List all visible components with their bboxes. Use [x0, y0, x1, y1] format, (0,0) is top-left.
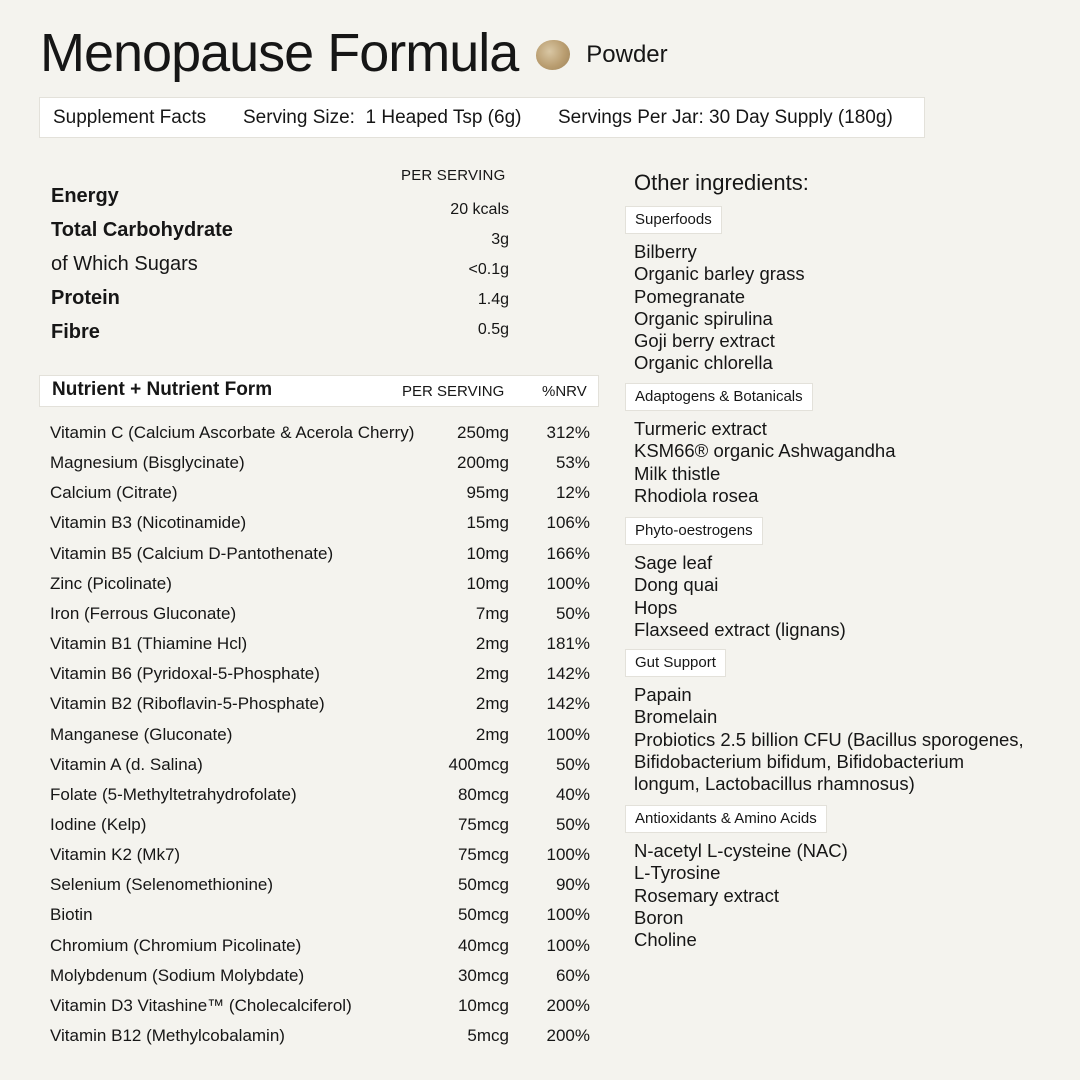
fibre-value: 0.5g: [477, 321, 509, 338]
nutrient-row: [0, 513, 600, 543]
protein-value: 1.4g: [477, 291, 509, 308]
servings-per-jar: Servings Per Jar: 30 Day Supply (180g): [558, 106, 893, 128]
nutrient-name: Vitamin A (d. Salina): [50, 754, 203, 774]
nutrient-row: [0, 1026, 600, 1056]
nutrient-name: Manganese (Gluconate): [50, 724, 233, 744]
ingredient-item: Bromelain: [634, 706, 718, 728]
category-label: Gut Support: [625, 649, 726, 677]
ingredient-item: longum, Lactobacillus rhamnosus): [634, 773, 915, 795]
nutrient-nrv: 100%: [546, 905, 590, 925]
nutrient-amount: 2mg: [475, 634, 509, 654]
other-ingredients-title: Other ingredients:: [634, 170, 809, 195]
ingredient-item: Rosemary extract: [634, 884, 779, 906]
nutrient-name: Vitamin K2 (Mk7): [50, 845, 181, 865]
nutrient-nrv: 106%: [546, 513, 590, 533]
nutrient-row: [0, 875, 600, 905]
nutrient-nrv: 142%: [546, 694, 590, 714]
product-title: Menopause Formula: [40, 23, 519, 83]
nutrient-name: Vitamin B6 (Pyridoxal-5-Phosphate): [50, 664, 320, 684]
nutrient-name: Molybdenum (Sodium Molybdate): [50, 965, 305, 985]
ingredient-item: N-acetyl L-cysteine (NAC): [634, 840, 848, 861]
nutrient-nrv: 312%: [546, 423, 590, 442]
nutrient-nrv: 100%: [546, 573, 590, 593]
nutrient-name: Vitamin B12 (Methylcobalamin): [50, 1026, 285, 1045]
supplement-facts-label: Supplement Facts: [53, 106, 207, 128]
ingredient-item: Milk thistle: [634, 462, 721, 484]
nutrient-row: [0, 725, 600, 755]
nutrient-nrv: 181%: [546, 634, 590, 654]
nutrient-amount: 2mg: [475, 724, 509, 744]
nutrient-nrv: 200%: [546, 995, 590, 1015]
nutrient-name: Vitamin B1 (Thiamine Hcl): [50, 634, 248, 654]
powder-icon: [536, 40, 570, 70]
ingredient-item: KSM66® organic Ashwagandha: [634, 440, 896, 462]
nutrient-amount: 2mg: [475, 664, 509, 684]
serving-size: Serving Size: 1 Heaped Tsp (6g): [243, 106, 522, 128]
nutrient-amount: 2mg: [475, 694, 509, 714]
category-label: Phyto-oestrogens: [625, 517, 763, 545]
nutrient-name: Zinc (Picolinate): [50, 573, 172, 593]
nutrient-nrv: 60%: [555, 965, 590, 985]
category-label: Superfoods: [625, 206, 722, 234]
ingredient-item: Probiotics 2.5 billion CFU (Bacillus sporogenes,: [634, 728, 1024, 750]
ingredient-list: [634, 418, 1054, 507]
ingredient-list: [634, 241, 1054, 375]
category-label: Antioxidants & Amino Acids: [625, 805, 827, 833]
ingredient-item: Goji berry extract: [634, 330, 775, 352]
ingredient-list: [634, 684, 1054, 795]
nutrient-row: [0, 905, 600, 935]
nutrient-amount: 10mcg: [457, 995, 509, 1015]
nutrient-nrv: 50%: [555, 814, 590, 834]
ingredient-item: Dong quai: [634, 574, 719, 596]
carbohydrate-value: 3g: [491, 231, 509, 248]
nutrient-amount: 200mg: [457, 453, 509, 473]
ingredient-item: Sage leaf: [634, 552, 713, 573]
ingredient-item: Organic chlorella: [634, 352, 773, 374]
nutrient-name: Iodine (Kelp): [50, 814, 147, 834]
nutrient-nrv: 53%: [555, 453, 590, 473]
sugars-value: <0.1g: [468, 261, 509, 278]
nutrient-name: Vitamin B2 (Riboflavin-5-Phosphate): [50, 694, 325, 714]
format-label: Powder: [586, 41, 668, 68]
nutrient-column-header: Nutrient + Nutrient Form: [52, 379, 273, 400]
nutrient-row: [0, 544, 600, 574]
ingredient-item: L-Tyrosine: [634, 862, 721, 884]
nrv-column-header: %NRV: [542, 383, 587, 400]
category-label: Adaptogens & Botanicals: [625, 383, 813, 411]
nutrient-name: Chromium (Chromium Picolinate): [50, 935, 302, 955]
nutrient-row: [0, 936, 600, 966]
nutrient-name: Calcium (Citrate): [50, 483, 178, 503]
nutrient-row: [0, 483, 600, 513]
nutrient-nrv: 40%: [555, 784, 590, 804]
nutrient-name: Vitamin C (Calcium Ascorbate & Acerola Cherry): [50, 423, 415, 442]
nutrient-amount: 50mcg: [457, 875, 509, 895]
sugars-label: of Which Sugars: [51, 253, 198, 275]
energy-value: 20 kcals: [450, 201, 509, 218]
protein-label: Protein: [51, 287, 120, 309]
ingredient-item: Flaxseed extract (lignans): [634, 618, 846, 640]
nutrient-nrv: 50%: [555, 754, 590, 774]
nutrient-amount: 400mcg: [448, 754, 509, 774]
nutrient-name: Biotin: [50, 905, 93, 925]
nutrient-amount: 80mcg: [457, 784, 509, 804]
nutrient-nrv: 90%: [555, 875, 590, 895]
nutrient-name: Vitamin D3 Vitashine™ (Cholecalciferol): [50, 995, 352, 1015]
ingredient-list: [634, 552, 1054, 641]
nutrient-amount: 75mcg: [457, 845, 509, 865]
energy-column-header: PER SERVING: [401, 167, 506, 184]
supplement-facts-bar: [39, 97, 925, 138]
ingredient-item: Boron: [634, 906, 684, 928]
nutrient-amount: 40mcg: [457, 935, 509, 955]
amount-column-header: PER SERVING: [402, 383, 505, 400]
energy-label: Energy: [51, 185, 119, 207]
nutrient-nrv: 100%: [546, 845, 590, 865]
nutrient-nrv: 100%: [546, 935, 590, 955]
nutrient-row: [0, 634, 600, 664]
nutrient-row: [0, 423, 600, 453]
nutrient-row: [0, 966, 600, 996]
nutrient-row: [0, 845, 600, 875]
nutrient-nrv: 142%: [546, 664, 590, 684]
nutrient-row: [0, 785, 600, 815]
ingredient-item: Choline: [634, 929, 697, 951]
nutrient-nrv: 200%: [546, 1026, 590, 1045]
nutrient-name: Selenium (Selenomethionine): [50, 875, 274, 895]
nutrient-amount: 5mcg: [467, 1026, 509, 1045]
nutrient-amount: 10mg: [466, 543, 509, 563]
nutrient-name: Iron (Ferrous Gluconate): [50, 603, 237, 623]
carbohydrate-label: Total Carbohydrate: [51, 219, 233, 241]
nutrient-amount: 50mcg: [457, 905, 509, 925]
nutrient-amount: 30mcg: [457, 965, 509, 985]
nutrient-row: [0, 453, 600, 483]
nutrient-row: [0, 815, 600, 845]
nutrient-amount: 75mcg: [457, 814, 509, 834]
ingredient-list: [634, 840, 1054, 951]
ingredient-item: Turmeric extract: [634, 418, 767, 439]
ingredient-item: Papain: [634, 684, 692, 705]
ingredient-item: Organic spirulina: [634, 307, 773, 329]
ingredient-item: Pomegranate: [634, 285, 746, 307]
nutrient-row: [0, 694, 600, 724]
ingredient-item: Hops: [634, 596, 678, 618]
nutrient-row: [0, 664, 600, 694]
nutrient-name: Vitamin B5 (Calcium D-Pantothenate): [50, 543, 334, 563]
nutrient-nrv: 166%: [546, 543, 590, 563]
ingredient-item: Organic barley grass: [634, 263, 805, 285]
ingredient-item: Bifidobacterium bifidum, Bifidobacterium: [634, 750, 965, 772]
nutrient-row: [0, 604, 600, 634]
nutrient-amount: 250mg: [457, 423, 509, 442]
fibre-label: Fibre: [51, 321, 100, 343]
nutrient-name: Magnesium (Bisglycinate): [50, 453, 245, 473]
nutrient-row: [0, 755, 600, 785]
nutrient-nrv: 100%: [546, 724, 590, 744]
nutrient-amount: 10mg: [466, 573, 509, 593]
title-row: [40, 18, 668, 88]
nutrient-row: [0, 574, 600, 604]
nutrient-amount: 15mg: [466, 513, 509, 533]
nutrient-name: Folate (5-Methyltetrahydrofolate): [50, 784, 297, 804]
nutrient-amount: 95mg: [466, 483, 509, 503]
nutrient-amount: 7mg: [475, 603, 509, 623]
nutrient-nrv: 50%: [555, 603, 590, 623]
ingredient-item: Rhodiola rosea: [634, 484, 759, 506]
nutrient-name: Vitamin B3 (Nicotinamide): [50, 513, 247, 533]
nutrient-table-header: [39, 375, 599, 407]
ingredient-item: Bilberry: [634, 241, 697, 262]
nutrient-nrv: 12%: [555, 483, 590, 503]
nutrient-row: [0, 996, 600, 1026]
